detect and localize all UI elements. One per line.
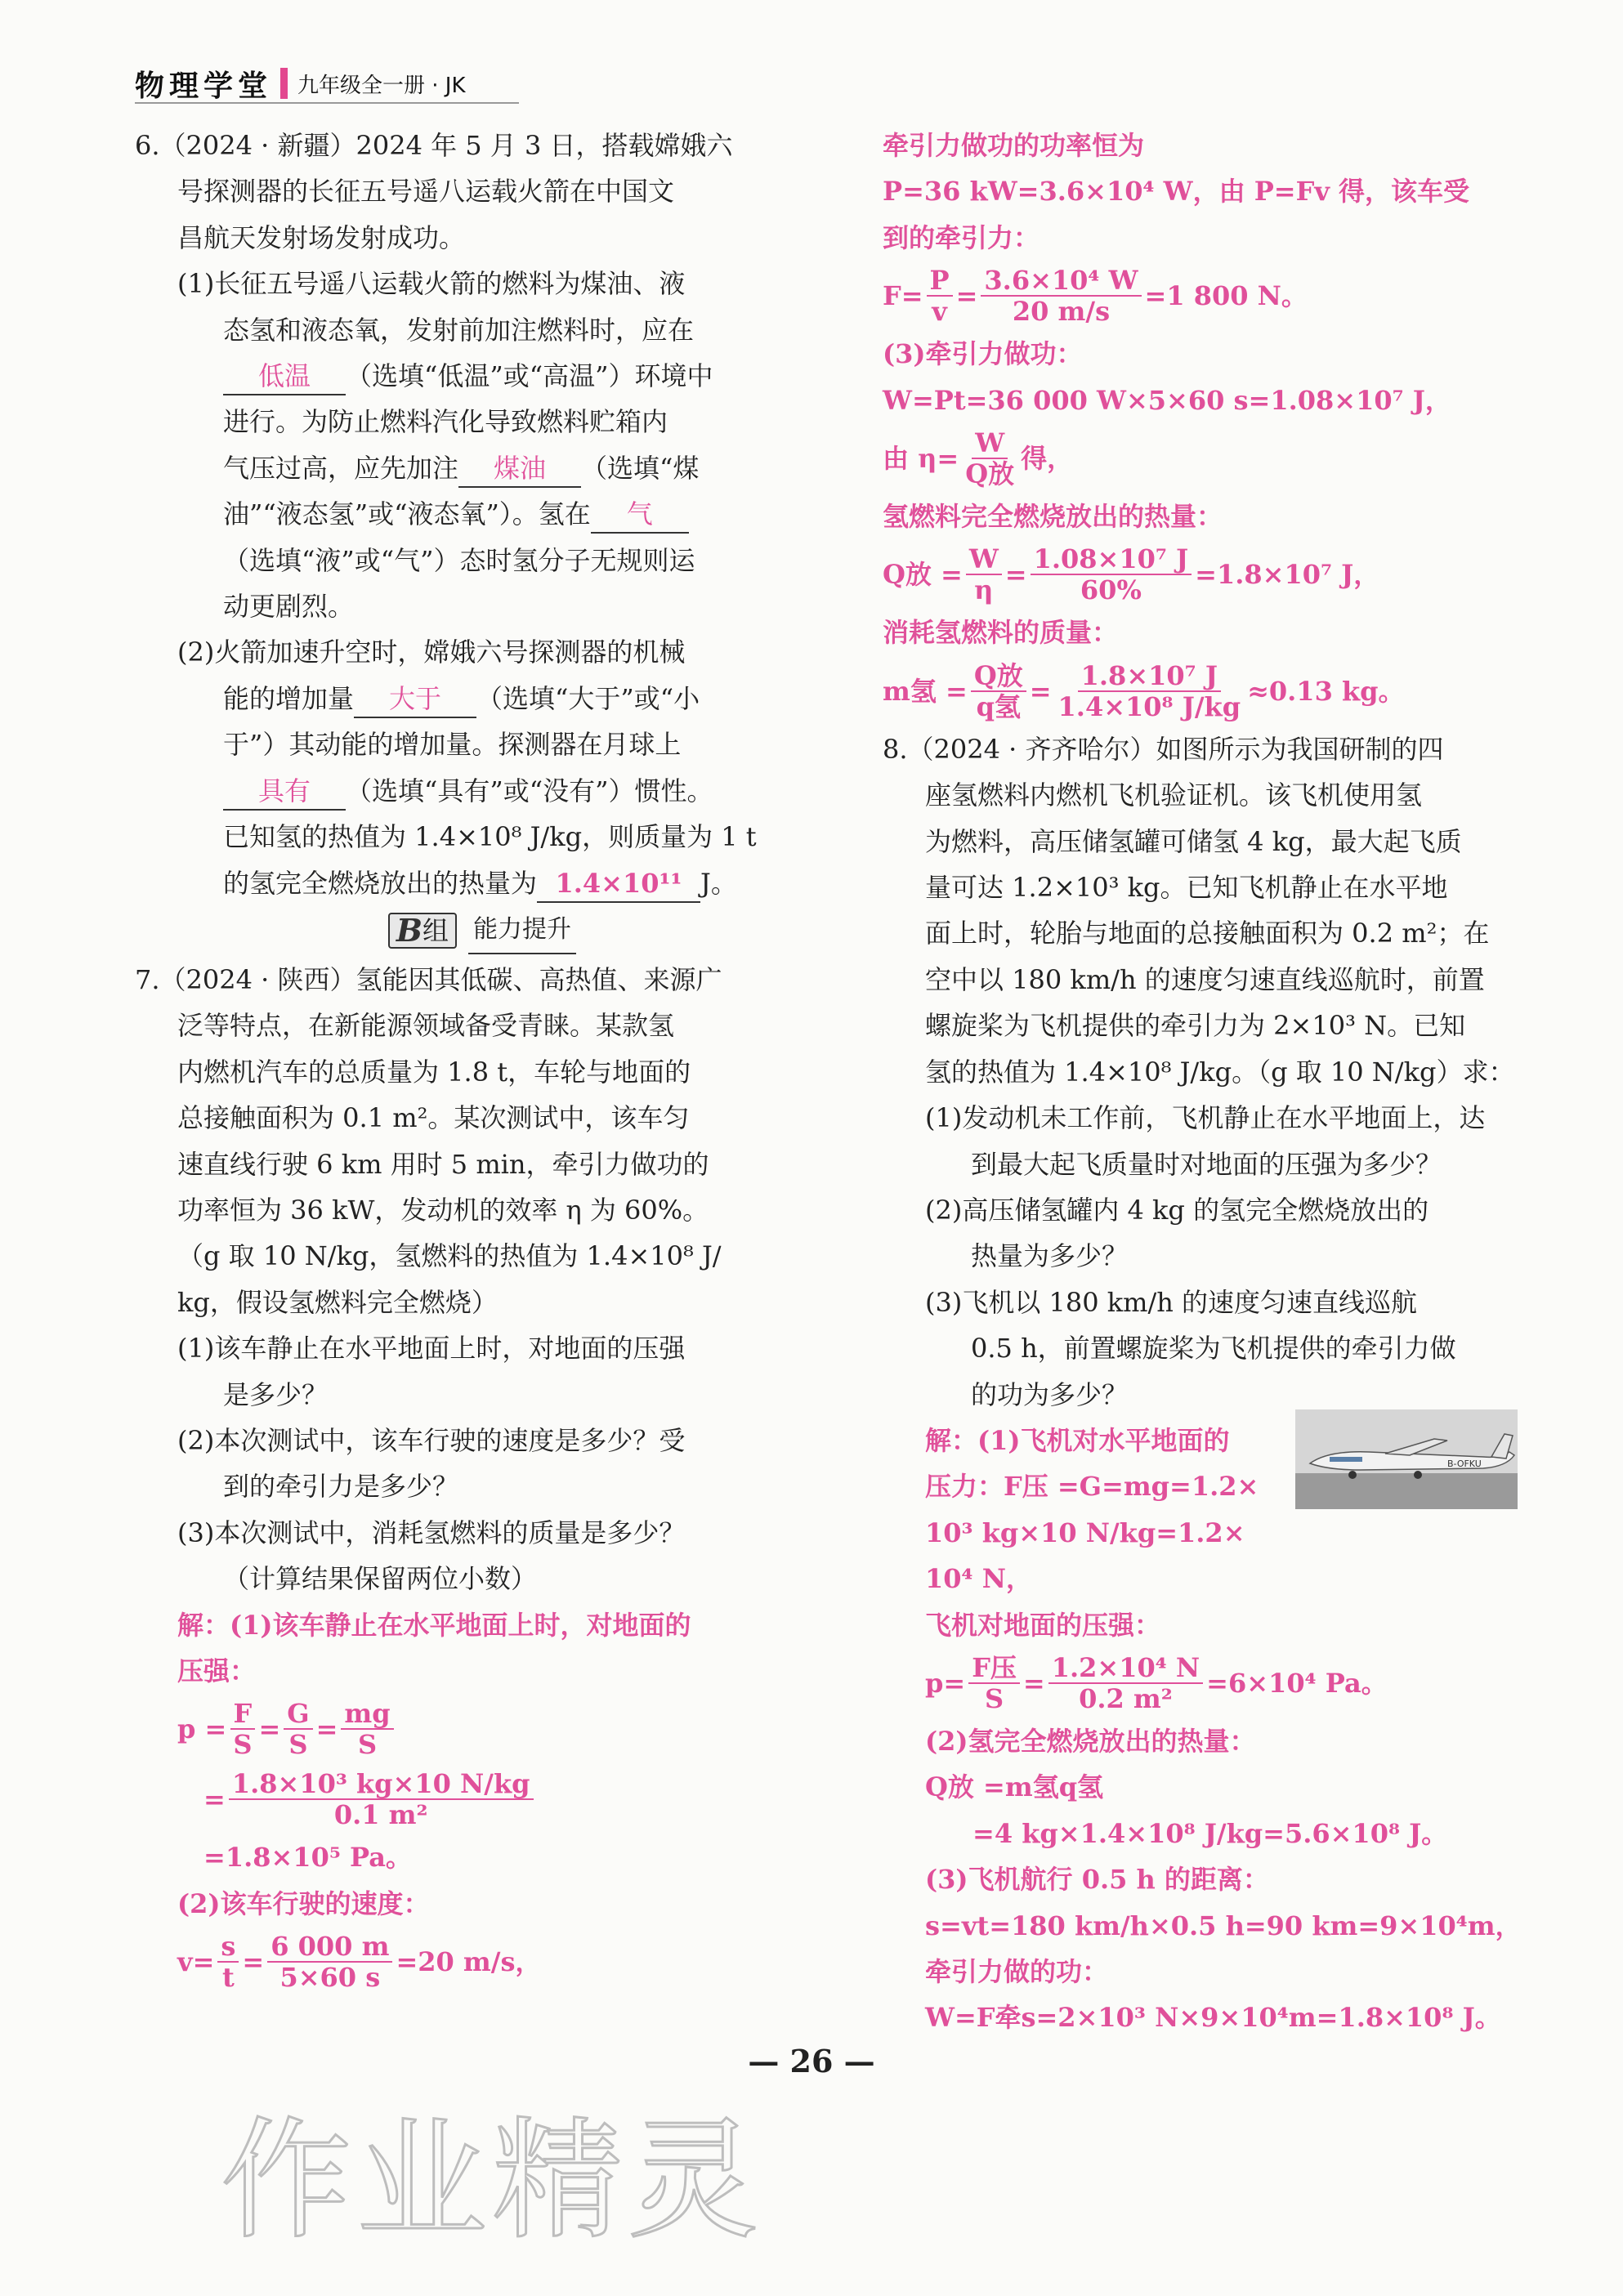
q7-line: 功率恒为 36 kW，发动机的效率 η 为 60%。 bbox=[177, 1194, 709, 1226]
q7-line: 泛等特点，在新能源领域备受青睐。某款氢 bbox=[177, 1010, 675, 1042]
left-column bbox=[135, 123, 829, 1997]
formula: = $\frac{\text{1.8×10³ kg×10 N/kg}}{\text{0.1 m²}}$ bbox=[135, 1764, 829, 1834]
q7-sub: 到的牵引力是多少？ bbox=[223, 1471, 459, 1503]
formula: v= $\frac{s}{t}$ = $\frac{6 000 m}{5\times 60 s}$ =20 m/s， bbox=[177, 1931, 542, 1994]
q8-line: 8.（2024 · 齐齐哈尔）如图所示为我国研制的四 bbox=[883, 733, 1444, 765]
q6-part1-line: 气压过高，应先加注 煤油 （选填“煤 bbox=[135, 445, 829, 491]
svg-text:B-OFKU: B-OFKU bbox=[1447, 1458, 1482, 1469]
q8-sub: 到最大起飞质量时对地面的压强为多少？ bbox=[971, 1148, 1442, 1180]
brand-title: 物理学堂 bbox=[135, 68, 273, 103]
q7-sub: (3)本次测试中，消耗氢燃料的质量是多少？ bbox=[177, 1517, 686, 1548]
q8-solution: 解：(1)飞机对水平地面的 压力：F压 =G=mg=1.2× 10³ kg×10 N/kg=1.2× 10⁴ N， 飞机对地面的压强： p= $\frac{\text{F压}}{S}$ = $\frac{\text{1.2×10⁴ N}}{\text{0.2 m²}}$ =6×10⁴ Pa。 (2)氢完全燃烧放出的热量： Q放 =m氢q氢 =4 kg×1.4×10⁸ J/kg=5.6×10⁸ J。 (3)飞机航行 0.5 h 的距离： s=vt=180 km/h×0.5 h=90 km=9×10⁴m， 牵引力做的功： W=F牵s=2×10³ N×9×10⁴m=1.8×10⁸ J。 bbox=[883, 1418, 1577, 2041]
q6-part2-line: (2)火箭加速升空时，嫦娥六号探测器的机械 bbox=[177, 637, 686, 668]
q8-line: 座氢燃料内燃机飞机验证机。该飞机使用氢 bbox=[925, 779, 1423, 811]
q6-part1-line: (1)长征五号遥八运载火箭的燃料为煤油、液 bbox=[177, 268, 686, 300]
q8-line: 为燃料，高压储氢罐可储氢 4 kg，最大起飞质 bbox=[925, 825, 1462, 857]
q8-sub: 0.5 h，前置螺旋桨为飞机提供的牵引力做 bbox=[971, 1333, 1456, 1365]
answer-blank: 低温 bbox=[223, 358, 346, 395]
q7-line: 7.（2024 · 陕西）氢能因其低碳、高热值、来源广 bbox=[135, 963, 722, 995]
q7-sub: (2)本次测试中，该车行驶的速度是多少？受 bbox=[177, 1424, 686, 1456]
answer-blank: 煤油 bbox=[458, 450, 581, 488]
q7-solution-cont: 牵引力做功的功率恒为 P=36 kW=3.6×10⁴ W，由 P=Fv 得，该车受 到的牵引力： F= $\frac{P}{v}$ = $\frac{\text{3.6×10⁴ W}}{20 m/s}$ =1 800 N。 (3)牵引力做功： W=Pt=36 000 W×5×60 s=1.08×10⁷ J， 由 η= $\frac{W}{\text{Q放}}$ 得， 氢燃料完全燃烧放出的热量： Q放 = $\frac{W}{\eta}$ = $\frac{\text{1.08×10⁷ J}}{60\%}$ =1.8×10⁷ J， 消耗氢燃料的质量： m氢 = $\frac{\text{Q放}}{\text{q氢}}$ = $\frac{\text{1.8×10⁷ J}}{\text{1.4×10⁸ J/kg}}$ ≈0.13 kg。 bbox=[883, 123, 1577, 726]
q7-sub: 是多少？ bbox=[223, 1378, 329, 1410]
airplane-photo bbox=[1295, 1409, 1518, 1509]
q6-part1-line: （选填“液”或“气”）态时氢分子无规则运 bbox=[223, 544, 695, 576]
q7-line: 内燃机汽车的总质量为 1.8 t，车轮与地面的 bbox=[177, 1056, 691, 1088]
section-label: 能力提升 bbox=[468, 907, 576, 954]
header-rule bbox=[135, 102, 519, 104]
q7-line: 总接触面积为 0.1 m²。某次测试中，该车匀 bbox=[177, 1102, 690, 1134]
page-number: — 26 — bbox=[748, 2043, 875, 2079]
q6-part1-line: 进行。为防止燃料汽化导致燃料贮箱内 bbox=[223, 406, 668, 438]
q8-line: 量可达 1.2×10³ kg。已知飞机静止在水平地 bbox=[925, 872, 1448, 904]
q6-part1-line: 低温 （选填“低温”或“高温”）环境中 bbox=[135, 353, 829, 399]
section-banner bbox=[135, 909, 829, 952]
q7-line: 速直线行驶 6 km 用时 5 min，牵引力做功的 bbox=[177, 1148, 709, 1180]
q8-line: 螺旋桨为飞机提供的牵引力为 2×10³ N。已知 bbox=[925, 1010, 1466, 1042]
answer-blank: 1.4×10¹¹ bbox=[537, 865, 700, 903]
answer-blank: 大于 bbox=[354, 681, 476, 718]
q6-part2-line: 能的增加量 大于 （选填“大于”或“小 bbox=[135, 676, 829, 721]
formula: F= $\frac{P}{v}$ = $\frac{\text{3.6×10⁴ W}}{20 m/s}$ =1 800 N。 bbox=[883, 265, 1308, 328]
q6-line: 6.（2024 · 新疆）2024 年 5 月 3 日，搭载嫦娥六 bbox=[135, 130, 733, 161]
q8-sub: (2)高压储氢罐内 4 kg 的氢完全燃烧放出的 bbox=[925, 1194, 1429, 1226]
header bbox=[135, 59, 466, 108]
q6-part2-line: 于”）其动能的增加量。探测器在月球上 bbox=[223, 729, 682, 761]
q8-line: 面上时，轮胎与地面的总接触面积为 0.2 m²；在 bbox=[925, 918, 1490, 949]
q6-part1-line: 态氢和液态氧，发射前加注燃料时，应在 bbox=[223, 314, 695, 346]
q8-sub: (1)发动机未工作前，飞机静止在水平地面上，达 bbox=[925, 1102, 1486, 1134]
q7-solution: 解：(1)该车静止在水平地面上时，对地面的 压强： p = $\frac{F}{S}$ = $\frac{G}{S}$ = $\frac{mg}{S}$ = $\frac{\text{1.8×10³ kg×10 N/kg}}{\text{0.1 m²}}$ =1.8×10⁵ Pa。 (2)该车行驶的速度： v= $\frac{s}{t}$ = $\frac{6 000 m}{5\times 60 s}$ =20 m/s， bbox=[135, 1602, 829, 1998]
q6-line: 号探测器的长征五号遥八运载火箭在中国文 bbox=[177, 176, 675, 208]
q8-sub: (3)飞机以 180 km/h 的速度匀速直线巡航 bbox=[925, 1286, 1418, 1318]
q6-line: 昌航天发射场发射成功。 bbox=[177, 221, 466, 253]
formula: p = $\frac{F}{S}$ = $\frac{G}{S}$ = $\frac{mg}{S}$ bbox=[135, 1694, 829, 1764]
formula: 由 η= $\frac{W}{\text{Q放}}$ 得， bbox=[883, 427, 1074, 490]
q6-part2-line: 的氢完全燃烧放出的热量为 1.4×10¹¹ J。 bbox=[135, 860, 829, 906]
q8-sub: 热量为多少？ bbox=[971, 1240, 1129, 1272]
q7-sub: （计算结果保留两位小数） bbox=[223, 1563, 538, 1595]
q7-sub: (1)该车静止在水平地面上时，对地面的压强 bbox=[177, 1333, 686, 1365]
q8-line: 氢的热值为 1.4×10⁸ J/kg。（g 取 10 N/kg）求： bbox=[925, 1056, 1515, 1088]
book-subtitle: 九年级全一册 · JK bbox=[297, 73, 466, 98]
q8-sub: 的功为多少？ bbox=[971, 1378, 1129, 1410]
q7-line: （g 取 10 N/kg，氢燃料的热值为 1.4×10⁸ J/ bbox=[177, 1240, 722, 1272]
q6-part2-line: 已知氢的热值为 1.4×10⁸ J/kg，则质量为 1 t bbox=[223, 821, 757, 853]
formula: p= $\frac{\text{F压}}{S}$ = $\frac{\text{1.2×10⁴ N}}{\text{0.2 m²}}$ =6×10⁴ Pa。 bbox=[925, 1651, 1388, 1714]
right-column bbox=[883, 123, 1577, 2041]
q8-line: 空中以 180 km/h 的速度匀速直线巡航时，前置 bbox=[925, 963, 1485, 995]
answer-blank: 气 bbox=[591, 496, 689, 534]
formula: m氢 = $\frac{\text{Q放}}{\text{q氢}}$ = $\frac{\text{1.8×10⁷ J}}{\text{1.4×10⁸ J/kg}}$ ≈0.13 kg。 bbox=[883, 659, 1405, 722]
q7-line: kg，假设氢燃料完全燃烧） bbox=[177, 1286, 498, 1318]
q6-part1-line: 油”“液态氢”或“液态氧”）。氢在 气 bbox=[135, 491, 829, 537]
formula: Q放 = $\frac{W}{\eta}$ = $\frac{\text{1.08×10⁷ J}}{60\%}$ =1.8×10⁷ J， bbox=[883, 543, 1380, 606]
answer-blank: 具有 bbox=[223, 773, 346, 811]
watermark: 作业精灵 bbox=[221, 2104, 764, 2257]
group-badge: B 组 bbox=[388, 913, 457, 949]
brand-divider bbox=[280, 68, 288, 99]
q6-part1-line: 动更剧烈。 bbox=[223, 591, 355, 623]
q6-part2-line: 具有 （选填“具有”或“没有”）惯性。 bbox=[135, 768, 829, 814]
